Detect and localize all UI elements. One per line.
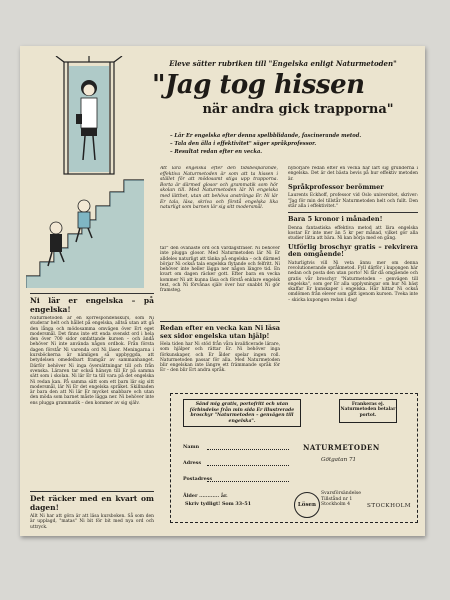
address-field[interactable] [207, 465, 289, 466]
column-2-body: tar" den ovanaste ord och vardagsfraser. Ni behöver inte plugga glosor. Med Naturmetoden lär Ni Er alldeles naturligt att tänka på engelska – och därmed börjar Ni också tala engelska flytande och felfritt. Ni behöver inte heller lägga ner någon längre tid. En kvart om dagen räcker gott. Efter bara en vecka kommer Ni att kunna läsa och förstå enklare engelsk text, och Ni förvånas själv över hur snabbt Ni gör framsteg. [160, 246, 280, 294]
benefit-item: – Resultat redan efter en vecka. [170, 149, 263, 155]
coupon-hint: Skriv tydligt! Som 33–51 [185, 501, 252, 507]
column-2-heading: Redan efter en vecka kan Ni läsa sex sidor engelska utan hjälp! [160, 324, 280, 340]
divider [30, 491, 154, 492]
column-1-body: Naturmetoden är en korrespondenskurs, som Ni studerar helt och hållet på engelska, alltså utan att gå den långa och mödosamma omvägen över Ert eget modersmål. Det finns inte ett enda svenskt ord i hela den över 700 sidor omfattande kursen – och ändå behöver Ni inte använda någon ordbok. Från första dagen förstår Ni varenda ord Ni läser. Meningarna i kursböckerna är nämligen så uppbyggda, att betydelsen omedelbart framgår av sammanhanget. Därför behöver Ni inga översättningar till och från svenska. Läraren tar också hänsyn till Er på samma sätt som i skolan. Ni lär Er ta till vara på det engelska Ni redan kan. På samma sätt som ett barn lär sig sitt modersmål, lär Ni Er det engelska språket. Skillnaden är bara den att Ni lär Er mycket snabbare och utan den möda som barnet måste lägga ner. Ni behöver inte ens plugga grammatik – den kommer av sig själv. [30, 316, 154, 406]
subheadline: när andra gick trapporna" [202, 102, 394, 117]
column-1-heading: Ni lär er engelska – på engelska! [30, 296, 154, 314]
benefit-list [170, 132, 420, 156]
age-field[interactable]: Ålder ............ år. [183, 493, 228, 499]
benefit-item: – Tala den älla i effektivitet" säger språkprofessor. [170, 141, 317, 147]
column-3-heading-2: Bara 5 kronor i månaden! [288, 215, 383, 224]
coupon-request-text: Sänd mig gratis, portofritt och utan förbindelse från min sida Er illustrerade broschyr "Naturmetoden – genvägen till engelska". [183, 399, 301, 427]
column-3-body-2: Laurents Eckhoff, professor vid Oslo universitet, skriver: "Jag för min del tillstår Naturmetoden helt och fullt. Den står alla i effektivitet." [288, 193, 418, 209]
reply-line: Stockholm 4 [321, 502, 351, 508]
lead-paragraph: Att lära engelska efter den tidsbesparande, effektiva Naturmetoden är som att ta hissen i stället för att mödosamt stiga upp trapporna. Borta är därmed glosor och grammatik som hör skolan till. Med Naturmetoden lär Ni engelska med lätthet, utan att behöva anstränga Er. Ni lär Er tala, läsa, skriva och förstå engelska lika naturligt som barnen lär sig sitt modersmål. [160, 166, 278, 211]
column-3-heading: Språkprofessor berömmer [288, 182, 384, 191]
column-3-body: nybörjare redan efter en vecka har lärt sig grunderna i engelska. Det är det bästa bevis på hur effektiv metoden är. [288, 166, 418, 182]
magazine-back-cover [20, 46, 425, 536]
column-2 [160, 246, 280, 390]
elevator-illustration [26, 56, 144, 288]
column-1-heading-2: Det räcker med en kvart om dagen! [30, 494, 154, 512]
losen-logo: Lösen [294, 492, 320, 518]
postal-address-label: Postadress [183, 476, 213, 482]
column-2-body-2: Hela tiden har Ni stöd från våra kvalificerade lärare, som hjälper och rättar Er. Ni behöver inga förkunskaper, och Er ålder spelar ingen roll. Naturmetoden passar för alla. Med Naturmetoden blir engelskan inte längre ett främmande språk för Er – den blir Ert andra språk. [160, 342, 280, 374]
column-1 [30, 290, 154, 530]
column-3-heading-3: Utförlig broschyr gratis – rekvirera den omgående! [288, 242, 418, 259]
divider [288, 212, 418, 213]
company-street: Götgatan 71 [321, 457, 357, 463]
divider [160, 321, 280, 322]
postal-address-field[interactable] [207, 481, 289, 482]
divider [30, 293, 154, 294]
reply-line: Tillstånd nr 1 [321, 496, 353, 502]
company-city: STOCKHOLM [367, 503, 412, 509]
name-field[interactable] [207, 449, 289, 450]
headline: "Jag tog hissen [152, 70, 365, 100]
column-3-body-3: Denna fantastiska effektiva metod att lära engelska kostar Er inte mer än 5 kr per månad, vilket gör alla studier lätta att bära. Ni kan börja med en gång. [288, 225, 418, 242]
postage-box: Frankeras ej. Naturmetoden betalar portot. [339, 399, 397, 423]
benefit-item: – Lär Er engelska efter denna spelbblidande, fascinerande metod. [170, 133, 362, 139]
column-1-body-2: Allt Ni har att göra är att läsa kursboken. Så som den är upplagd, "matas" Ni bit för bit med nya ord och uttryck. [30, 514, 154, 530]
reply-permit [321, 491, 361, 508]
reply-line: Svarsförsändelse [321, 491, 361, 496]
company-name: NATURMETODEN [303, 443, 380, 452]
column-3 [288, 166, 418, 390]
address-label: Adress [183, 460, 202, 466]
top-tagline: Eleve sätter rubriken till "Engelska enligt Naturmetoden" [169, 59, 397, 68]
order-coupon[interactable] [170, 393, 418, 523]
column-3-body-4: Naturligtvis vill Ni veta ännu mer om denna revolutionerande språkmetod. Fyll därför i kupongen här nedan och posta den utan porto! Ni får då omgående och gratis vår broschyr "Naturmetoden – genvägen till engelska", som ger Er alla upplysningar om hur Ni bäst skaffar Er kunskaper i engelska. Här hittar Ni också omdömen från elever som gått igenom kursen. Tveka inte – skicka kupongen redan i dag! [288, 260, 418, 303]
name-label: Namn [183, 444, 200, 450]
